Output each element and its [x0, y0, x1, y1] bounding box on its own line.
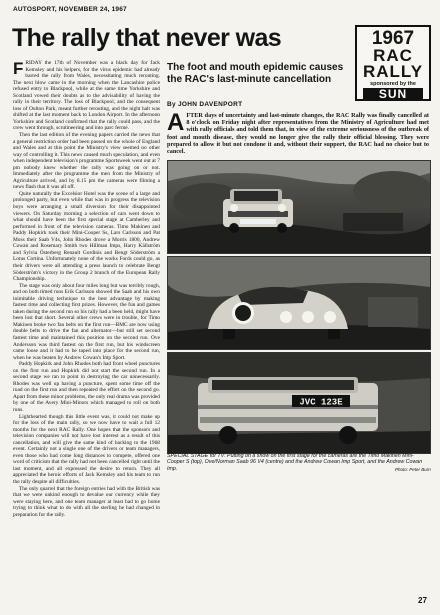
photo-credit: Photo: Peter Burn [395, 467, 431, 472]
article-paragraph: Then the last edition of the evening papers carried the news that a general restriction order had been passed on the whole of England and Wales and at this point the Ministry's view seemed no other way of controlling it. This news caused much speculation, and even when independent television's programme Sportsweek went out at 7 pm nobody knew whether the rally was going on or not. Immediately after the programme the men from the Ministry of Agriculture arrived, and by 8.15 pm the cameras were filming a news flash that it was all off. [13, 132, 160, 191]
article-paragraph: The only quarrel that the foreign entries had with the British was that we were unkind enough to devalue our currency while they were staying here, and one team manager at least had to go home trying to think what to do with all the sterling he had changed in preparation for the rally. [13, 485, 160, 518]
article-paragraph: Lighthearted though this little event was, it could not make up for the loss of the main rally, so we now have to wait a full 12 months for the next RAC Rally. One hopes that the sponsors and television companies will not have lost interest as a result of this cancellation, and will give the same kind of backing to the 1968 event. Certainly not a single one of the drivers or team managers, even those who had come long distances to compete, offered one word of criticism that the rally had not been cancelled right until the last moment, and all expressed the desire to return. They all appreciated the heroic efforts of Jack Kemsley and his team to run the rally despite all difficulties. [13, 413, 160, 485]
body-dropcap: F [13, 60, 24, 78]
article-paragraph: FRIDAY the 17th of November was a black day for Jack Kemsley and his helpers, for the virus epidemic had already barred the rally from Wales, necessitating much rerouting. The next blow came in the morning when the Lancashire police refused entry to Blackpool, while at the same time Yorkshire and Scotland vowed their doubts as to the advisability of having the rally in their territory. The loss of Blackpool, and the consequent loss of Oulton Park, meant further rerouting, and the night halt was shifted at the last moment back to London Airport. In the afternoon Yorkshire and Scotland confirmed that the rally could pass, and the crew went through, scrutineering and into parc fermé. [13, 60, 160, 132]
photo-mini [167, 160, 431, 254]
page-number: 27 [418, 596, 427, 605]
intro-paragraph [167, 112, 429, 158]
photo-caption: SPECIAL STAGE for TV: Putting on a show on the first stage for the cameras are the Timo Makinen Mini-Cooper S (top), Ove/Norman Saab 96 V4 (centre) and the Andrew Cowan Imp Sport, and the Andrew Cowan Imp. [167, 453, 423, 472]
headline: The rally that never was [12, 24, 282, 52]
photo-imp [167, 352, 431, 454]
logo-rally: RALLY [362, 62, 424, 81]
article-paragraph: Paddy Hopkirk and John Rhodes both had front wheel punctures on the first run and Hopkirk did not start the second run. In a second stage we ran to point in destroying the car unnecessarily. Rhodes was well up having a puncture, spent some time off the road on the first run and then repeated the effort on the second go. Apart from these minor problems, the only real drama was provided by one of the Avery Mini-Minors which managed to roll on both runs. [13, 361, 160, 413]
logo-rac: RAC [373, 46, 413, 65]
standfirst: The foot and mouth epidemic causes the RAC's last-minute cancellation [167, 62, 344, 85]
logo-year: 1967 [371, 28, 415, 49]
article-paragraph: Quite naturally the Excelsior Hotel was the scene of a large and prolonged party, but even while that was in progress the television boys were arranging a small diversion for their disappointed viewers. On Saturday morning a selection of cars went down to what should have been the first special stage at Camberley and performed in front of the television cameras. Timo Makinen and Paddy Hopkirk took their Mini-Cooper Ss, Lars Carlsson and Pat Moss their Saab V4s, John Rhodes drove a Morris 1800, Andrew Cowan and Rosemary Smith two Hillman Imps, Harry Källström and Sylvia Österberg Renault Gordinis and Bengt Söderström a Lotus Cortina. Unfortunately none of the works Fords could go, as their drivers were all attending a press launch to celebrate Bengt Söderström's victory in the Group 2 branch of the European Rally Championship. [13, 190, 160, 283]
rac-rally-logo [355, 25, 431, 101]
photo-saab [167, 256, 431, 350]
logo-sponsor-text: sponsored by the [370, 81, 416, 87]
intro-text: FTER days of uncertainty and last-minute changes, the RAC Rally was finally cancelled at 8 o'clock on Friday night after representatives from the Ministry of Agriculture had met with rally officials and told them that, in view of the extreme seriousness of the outbreak of foot and mouth disease, they would no longer give the rally their official blessing. They were prepared to allow it but not condone it and, without their support, the RAC had no choice but to cancel. [167, 112, 429, 156]
plate-text: JVC 123E [299, 397, 343, 408]
photo-stack [167, 160, 429, 454]
running-head: AUTOSPORT, NOVEMBER 24, 1967 [13, 6, 127, 13]
byline: By JOHN DAVENPORT [167, 101, 243, 108]
logo-sun: SUN [363, 88, 423, 100]
article-column [13, 60, 160, 608]
intro-dropcap: A [167, 112, 185, 136]
article-paragraph: The stage was only about four miles long but was terribly rough, and on both timed runs Erik Carlsson showed the Saab and his own inimitable driving technique to the best advantage by making fastest time and collecting first prizes. However, the fun and games taken during the second run so his rally had a been held, might have been lost that short. Several other crews were in trouble, for Timo Makinen broke two fan belts on the first run—BMC are now using double belts to drive the fan and alternator—but still set second fastest time and maintained this position on the second run. Ove Andersson was third fastest on the first run, but his windscreen came loose and it had to be taped into place for the second run, when he was beaten by Andrew Cowan's Imp Sport. [13, 282, 160, 361]
